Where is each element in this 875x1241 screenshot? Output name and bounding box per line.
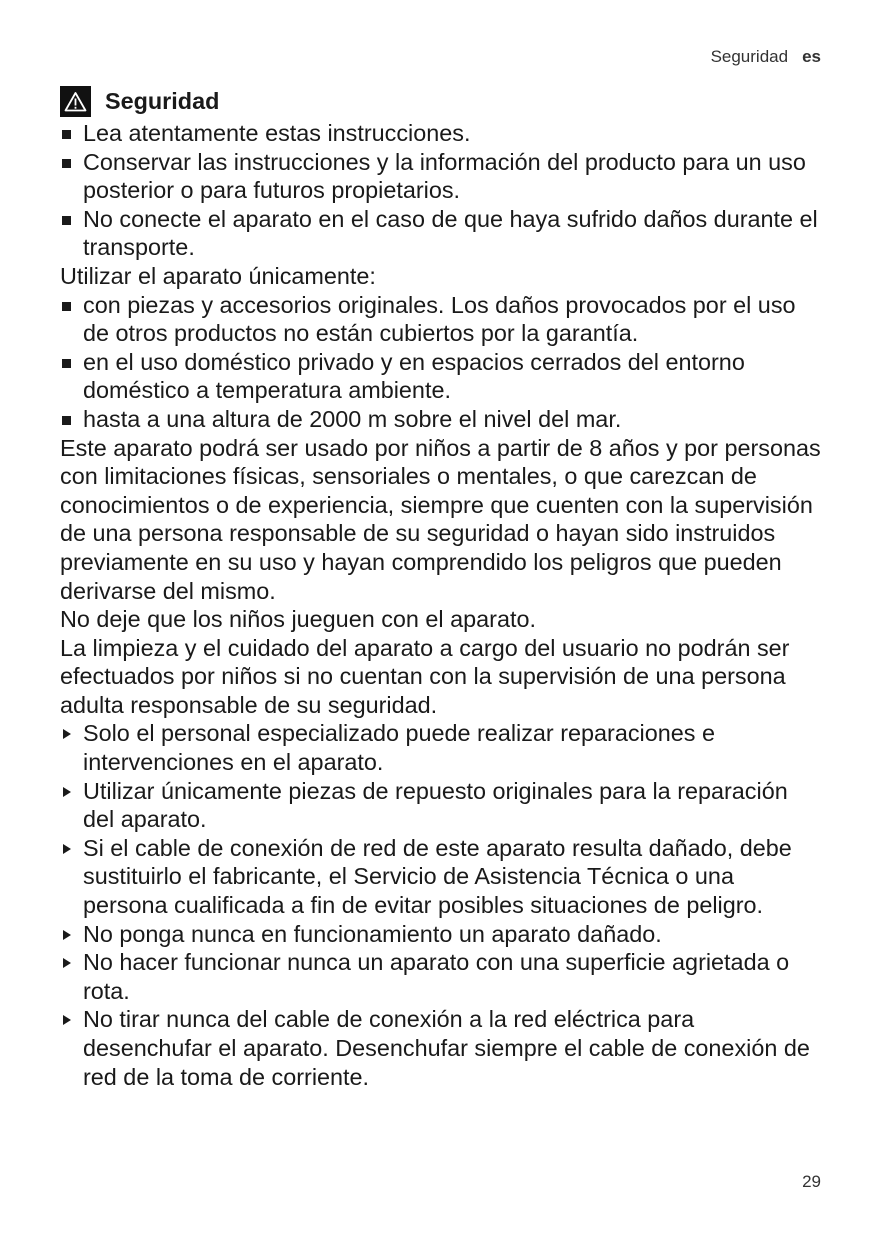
cleaning-paragraph: La limpieza y el cuidado del aparato a cargo del usuario no podrán ser efectuados por niños si no cuentan con la supervisión de una persona adulta responsable de su seguridad. <box>60 634 790 718</box>
instruction-item: No ponga nunca en funcionamiento un aparato dañado. <box>60 920 824 949</box>
section-title: Seguridad <box>105 88 220 115</box>
instruction-item: Si el cable de conexión de red de este aparato resulta dañado, debe sustituirlo el fabricante, el Servicio de Asistencia Técnica o una persona cualificada a fin de evitar posibles situaciones de peligro. <box>60 834 824 920</box>
warning-icon <box>60 86 91 117</box>
list-item: con piezas y accesorios originales. Los daños provocados por el uso de otros productos no están cubiertos por la garantía. <box>60 291 824 348</box>
list-item: en el uso doméstico privado y en espacios cerrados del entorno doméstico a temperatura ambiente. <box>60 348 824 405</box>
instruction-list <box>60 719 824 1091</box>
instruction-item: Solo el personal especializado puede realizar reparaciones e intervenciones en el aparato. <box>60 719 824 776</box>
list-item: Lea atentamente estas instrucciones. <box>60 119 824 148</box>
instruction-item: No hacer funcionar nunca un aparato con una superficie agrietada o rota. <box>60 948 824 1005</box>
page-header <box>711 47 821 67</box>
instruction-item: Utilizar únicamente piezas de repuesto originales para la reparación del aparato. <box>60 777 824 834</box>
instruction-item: No tirar nunca del cable de conexión a la red eléctrica para desenchufar el aparato. Desenchufar siempre el cable de conexión de red de la toma de corriente. <box>60 1005 824 1091</box>
page-number: 29 <box>802 1172 821 1191</box>
usage-list <box>60 291 824 434</box>
usage-heading: Utilizar el aparato únicamente: <box>60 262 376 289</box>
children-use-paragraph: Este aparato podrá ser usado por niños a partir de 8 años y por personas con limitaciones físicas, sensoriales o mentales, o que carezcan de conocimientos o de experiencia, siempre que cuenten con la supervisión de una persona responsable de su seguridad o hayan sido instruidos previamente en su uso y hayan comprendido los peligros que pueden derivarse del mismo. <box>60 434 821 604</box>
intro-list <box>60 119 824 262</box>
list-item: hasta a una altura de 2000 m sobre el nivel del mar. <box>60 405 824 434</box>
header-language: es <box>802 47 821 66</box>
header-section: Seguridad <box>710 47 789 66</box>
page-content <box>60 86 824 1091</box>
no-play-paragraph: No deje que los niños jueguen con el aparato. <box>60 606 536 633</box>
list-item: Conservar las instrucciones y la información del producto para un uso posterior o para futuros propietarios. <box>60 148 824 205</box>
section-title-row <box>60 86 824 117</box>
list-item: No conecte el aparato en el caso de que haya sufrido daños durante el transporte. <box>60 205 824 262</box>
